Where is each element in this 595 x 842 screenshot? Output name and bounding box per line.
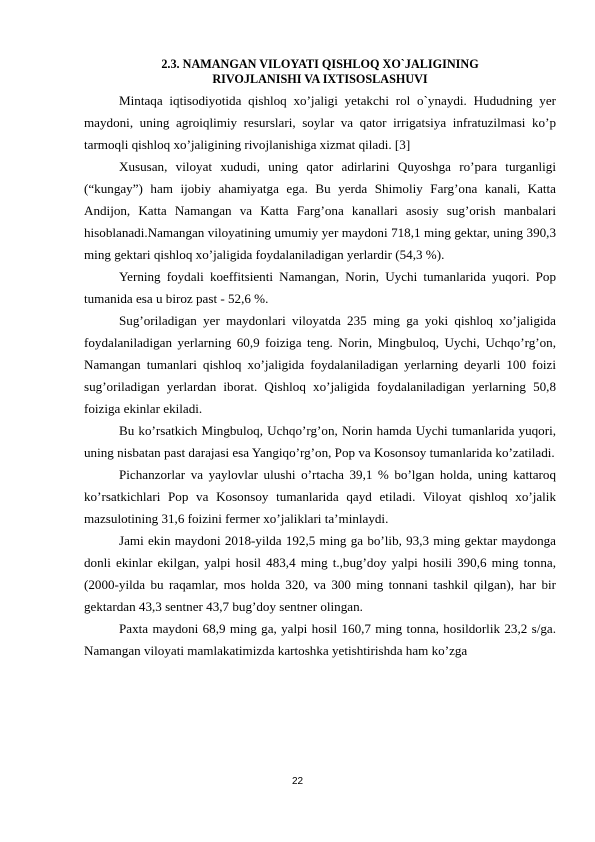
- paragraph: Yerning foydali koeffitsienti Namangan, Norin, Uychi tumanlarida yuqori. Pop tumanida esa u biroz past - 52,6 %.: [84, 269, 556, 306]
- section-title-line-2: RIVOJLANISHI VA IXTISOSLASHUVI: [212, 72, 428, 86]
- paragraph: Paxta maydoni 68,9 ming ga, yalpi hosil 160,7 ming tonna, hosildorlik 23,2 s/ga. Namangan viloyati mamlakatimizda kartoshka yetishtirishda ham ko’zga: [84, 621, 556, 658]
- section-title-line-1: 2.3. NAMANGAN VILOYATI QISHLOQ XO`JALIGINING: [161, 57, 479, 71]
- paragraph: Jami ekin maydoni 2018-yilda 192,5 ming ga bo’lib, 93,3 ming gektar maydonga donli ekinlar ekilgan, yalpi hosil 483,4 ming t.,bug’doy yalpi hosili 390,6 ming tonna, (2000-yilda bu raqamlar, mos holda 320, va 300 ming tonnani tashkil qilgan), har bir gektardan 43,3 sentner 43,7 bug’doy sentner olingan.: [84, 533, 556, 614]
- paragraph: Sug’oriladigan yer maydonlari viloyatda 235 ming ga yoki qishloq xo’jaligida foydalaniladigan yerlarning 60,9 foiziga teng. Norin, Mingbuloq, Uychi, Uchqo’rg’on, Namangan tumanlari qishloq xo’jaligida foydalaniladigan yerlarning deyarli 100 foizi sug’oriladigan yerlardan iborat. Qishloq xo’jaligida foydalaniladigan yerlarning 50,8 foiziga ekinlar ekiladi.: [84, 313, 556, 416]
- document-page: [84, 57, 556, 662]
- paragraph: Bu ko’rsatkich Mingbuloq, Uchqo’rg’on, Norin hamda Uychi tumanlarida yuqori, uning nisbatan past darajasi esa Yangiqo’rg’on, Pop va Kosonsoy tumanlarida ko’zatiladi.: [84, 423, 556, 460]
- paragraph: Pichanzorlar va yaylovlar ulushi o’rtacha 39,1 % bo’lgan holda, uning kattaroq ko’rsatkichlari Pop va Kosonsoy tumanlarida qayd etiladi. Viloyat qishloq xo’jalik mazsulotining 31,6 foizini fermer xo’jaliklari ta’minlaydi.: [84, 467, 556, 526]
- page-number: 22: [291, 776, 304, 787]
- section-title: [84, 57, 556, 87]
- paragraph: Mintaqa iqtisodiyotida qishloq xo’jaligi yetakchi rol o`ynaydi. Hududning yer maydoni, uning agroiqlimiy resurslari, soylar va qator irrigatsiya infratuzilmasi ko’p tarmoqli qishloq xo’jaligining rivojlanishiga xizmat qiladi. [3]: [84, 93, 556, 152]
- paragraph: Xususan, viloyat xududi, uning qator adirlarini Quyoshga ro’para turganligi (“kungay”) ham ijobiy ahamiyatga ega. Bu yerda Shimoliy Farg’ona kanali, Katta Andijon, Katta Namangan va Katta Farg’ona kanallari asosiy sug’orish manbalari hisoblanadi.Namangan viloyatining umumiy yer maydoni 718,1 ming gektar, uning 390,3 ming gektari qishloq xo’jaligida foydalaniladigan yerlardir (54,3 %).: [84, 159, 556, 262]
